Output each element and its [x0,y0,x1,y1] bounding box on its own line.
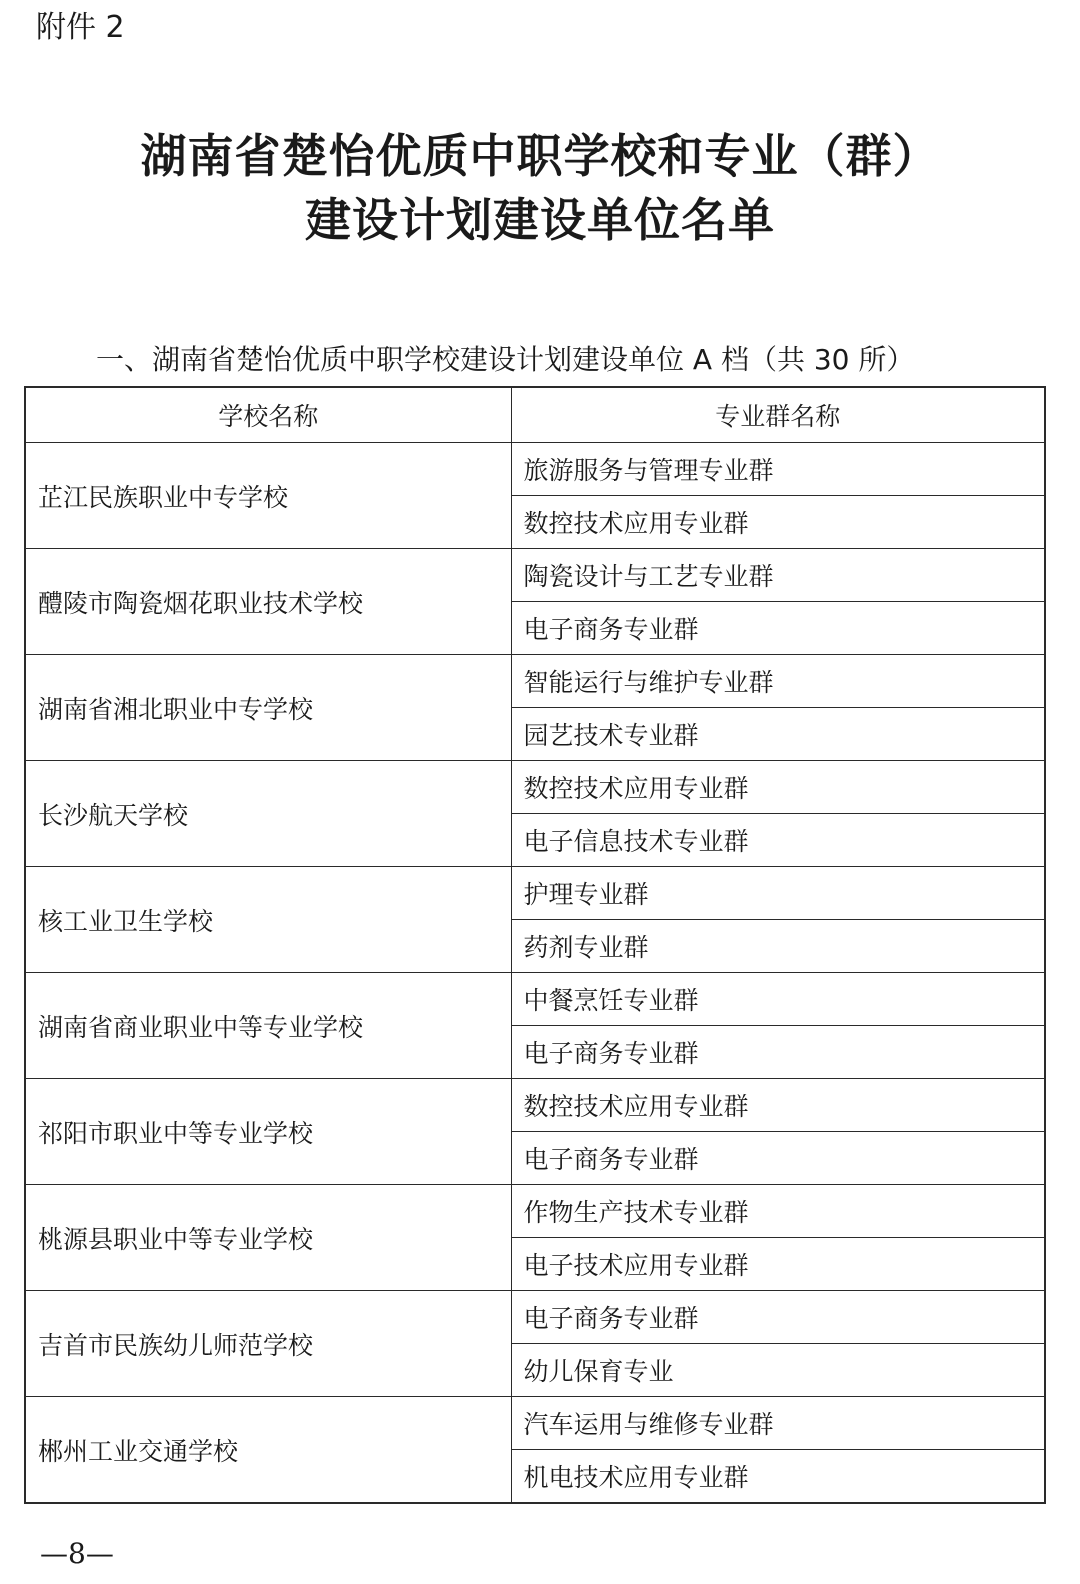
major-group-cell: 电子技术应用专业群 [511,1238,1045,1291]
school-list-table [24,386,1046,1504]
major-group-cell: 电子商务专业群 [511,602,1045,655]
table-row [25,761,1045,814]
table-row [25,867,1045,920]
table-row [25,1291,1045,1344]
major-group-cell: 幼儿保育专业 [511,1344,1045,1397]
table-row [25,973,1045,1026]
school-name-cell: 祁阳市职业中等专业学校 [25,1079,511,1185]
major-group-cell: 电子商务专业群 [511,1026,1045,1079]
major-group-cell: 中餐烹饪专业群 [511,973,1045,1026]
major-group-cell: 陶瓷设计与工艺专业群 [511,549,1045,602]
major-group-cell: 电子商务专业群 [511,1291,1045,1344]
school-name-cell: 吉首市民族幼儿师范学校 [25,1291,511,1397]
major-group-cell: 数控技术应用专业群 [511,496,1045,549]
school-name-cell: 湖南省商业职业中等专业学校 [25,973,511,1079]
school-name-cell: 湖南省湘北职业中专学校 [25,655,511,761]
table-row [25,1185,1045,1238]
major-group-cell: 园艺技术专业群 [511,708,1045,761]
table-row [25,1397,1045,1450]
major-group-cell: 电子商务专业群 [511,1132,1045,1185]
table-row [25,549,1045,602]
major-group-cell: 药剂专业群 [511,920,1045,973]
school-name-cell: 醴陵市陶瓷烟花职业技术学校 [25,549,511,655]
school-name-cell: 郴州工业交通学校 [25,1397,511,1504]
school-name-cell: 芷江民族职业中专学校 [25,443,511,549]
table-row [25,1079,1045,1132]
table-header-row [25,387,1045,443]
major-group-cell: 机电技术应用专业群 [511,1450,1045,1504]
school-name-cell: 桃源县职业中等专业学校 [25,1185,511,1291]
major-group-cell: 智能运行与维护专业群 [511,655,1045,708]
section-heading: 一、湖南省楚怡优质中职学校建设计划建设单位 A 档（共 30 所） [96,343,915,376]
table-row [25,443,1045,496]
major-group-cell: 数控技术应用专业群 [511,761,1045,814]
major-group-cell: 旅游服务与管理专业群 [511,443,1045,496]
attachment-label: 附件 2 [36,10,125,45]
major-group-cell: 护理专业群 [511,867,1045,920]
major-group-cell: 数控技术应用专业群 [511,1079,1045,1132]
column-header-major-group: 专业群名称 [511,387,1045,443]
document-title-line-2: 建设计划建设单位名单 [305,193,775,247]
page-number: —8— [40,1537,114,1570]
column-header-school: 学校名称 [25,387,511,443]
school-name-cell: 长沙航天学校 [25,761,511,867]
document-title-line-1: 湖南省楚怡优质中职学校和专业（群） [140,129,940,183]
major-group-cell: 作物生产技术专业群 [511,1185,1045,1238]
major-group-cell: 汽车运用与维修专业群 [511,1397,1045,1450]
school-name-cell: 核工业卫生学校 [25,867,511,973]
table-row [25,655,1045,708]
major-group-cell: 电子信息技术专业群 [511,814,1045,867]
